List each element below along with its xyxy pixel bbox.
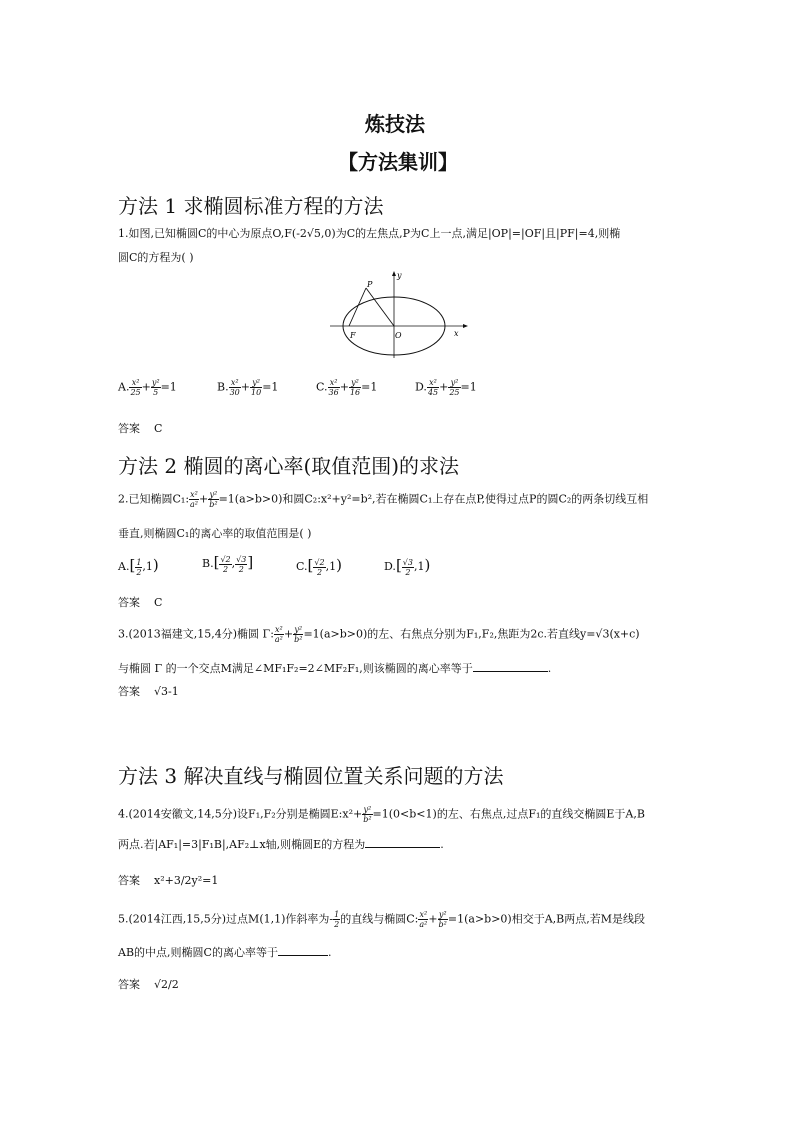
q2-option-a: A.[ $\frac{1}{2}$ ,1) — [118, 556, 159, 577]
q2-line2: 垂直,则椭圆C₁的离心率的取值范围是( ) — [118, 527, 312, 540]
method2-heading: 方法 2 椭圆的离心率(取值范围)的求法 — [118, 454, 460, 478]
method1-heading: 方法 1 求椭圆标准方程的方法 — [118, 194, 384, 218]
q1-line1: 1.如图,已知椭圆C的中心为原点O,F(-2√5,0)为C的左焦点,P为C上一点,满足|OP|=|OF|且|PF|=4,则椭 — [118, 227, 621, 240]
q1-line2: 圆C的方程为( ) — [118, 251, 194, 264]
q2-option-d: D.[ $\frac{√3}{2}$ ,1) — [384, 556, 431, 577]
q3-answer: 答案 √3-1 — [118, 685, 179, 698]
method3-heading: 方法 3 解决直线与椭圆位置关系问题的方法 — [118, 764, 504, 788]
q3-line1: 3.(2013福建文,15,4分)椭圆 Γ: $\frac{\text{x²}}{\text{a²}}$ + $\frac{\text{y²}}{\text{b²}}$ =1(a>b>0)的左、右焦点分别为F₁,F₂,焦距为2c.若直线y=√3(x+c) — [118, 625, 640, 644]
q1-option-b: B. $\frac{\text{x²}}{30}$ + $\frac{\text{y²}}{10}$ =1 — [217, 378, 279, 397]
q2-answer: 答案 C — [118, 596, 163, 609]
q1-option-c: C. $\frac{\text{x²}}{36}$ + $\frac{\text{y²}}{16}$ =1 — [316, 378, 378, 397]
q1-answer: 答案 C — [118, 422, 163, 435]
q2-line1: 2.已知椭圆C₁: $\frac{\text{x²}}{\text{a²}}$ + $\frac{\text{y²}}{\text{b²}}$ =1(a>b>0)和圆C₂:x²+y²=b²,若在椭圆C₁上存在点P,使得过点P的圆C₂的两条切线互相 — [118, 490, 649, 509]
label-p: P — [367, 280, 373, 289]
q2-option-c: C.[ $\frac{√2}{2}$ ,1) — [296, 556, 342, 577]
label-x: x — [454, 329, 459, 338]
q5-answer: 答案 √2/2 — [118, 978, 179, 991]
page-subtitle: 【方法集训】 — [338, 150, 458, 174]
q4-line2: 两点.若|AF₁|=3|F₁B|,AF₂⊥x轴,则椭圆E的方程为 . — [118, 838, 444, 851]
q1-option-a: A. $\frac{\text{x²}}{25}$ + $\frac{\text{y²}}{5}$ =1 — [118, 378, 177, 397]
q3-line2: 与椭圆 Γ 的一个交点M满足∠MF₁F₂=2∠MF₂F₁,则该椭圆的离心率等于 . — [118, 662, 552, 675]
label-o: O — [395, 331, 402, 340]
q1-option-d: D. $\frac{\text{x²}}{45}$ + $\frac{\text{y²}}{25}$ =1 — [415, 378, 477, 397]
label-y: y — [397, 271, 402, 280]
q5-line1: 5.(2014江西,15,5分)过点M(1,1)作斜率为- $\frac{1}{2}$ 的直线与椭圆C: $\frac{\text{x²}}{\text{a²}}$ + $\frac{\text{y²}}{\text{b²}}$ =1(a>b>0)相交于A,B两点,若M是线段 — [118, 910, 645, 929]
page-title: 炼技法 — [365, 112, 425, 136]
ellipse-figure — [328, 268, 478, 360]
q2-option-b: B.[ $\frac{√2}{2}$ , $\frac{√3}{2}$ ] — [202, 553, 254, 574]
label-f: F — [350, 331, 356, 340]
q4-answer: 答案 x²+3/2y²=1 — [118, 874, 219, 887]
q4-line1: 4.(2014安徽文,14,5分)设F₁,F₂分别是椭圆E:x²+ $\frac{\text{y²}}{\text{b²}}$ =1(0<b<1)的左、右焦点,过点F₁的直线交椭圆E于A,B — [118, 805, 645, 824]
q5-line2: AB的中点,则椭圆C的离心率等于 . — [118, 946, 332, 959]
